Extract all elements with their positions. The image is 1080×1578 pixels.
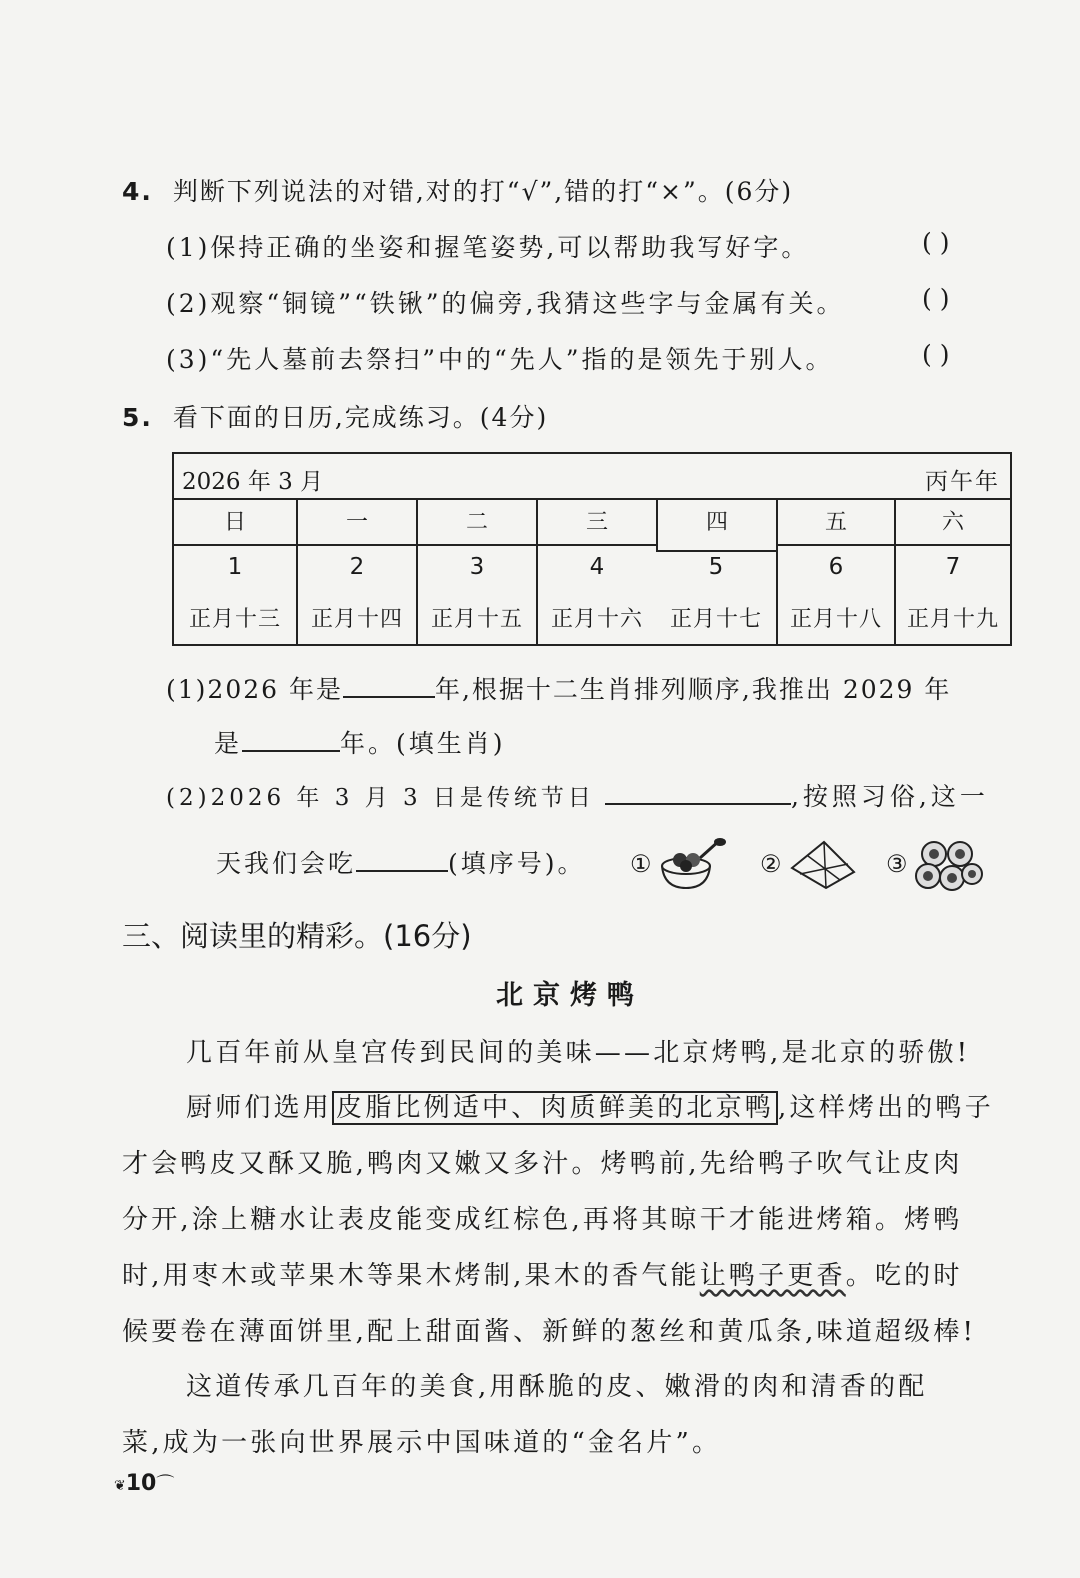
paragraph-2-lead: 厨师们选用 xyxy=(186,1093,333,1123)
page-number xyxy=(114,1470,174,1496)
q5-sub2-line1 xyxy=(166,777,989,813)
calendar-lunar-date: 正月十五 xyxy=(430,607,523,632)
calendar-day: 2 xyxy=(349,554,365,580)
calendar-column xyxy=(656,500,776,644)
wavy-underlined-phrase: 让鸭子更香 xyxy=(699,1261,846,1291)
section-3-heading: 三、阅读里的精彩。(16分) xyxy=(122,919,472,953)
calendar-day: 7 xyxy=(945,554,961,580)
paragraph-1: 几百年前从皇宫传到民间的美味——北京烤鸭,是北京的骄傲! xyxy=(186,1038,971,1068)
q4-answer-box-3[interactable]: ( ) xyxy=(922,340,950,369)
calendar-weekday: 日 xyxy=(174,500,296,546)
q4-prompt xyxy=(122,172,793,208)
calendar-column xyxy=(776,500,894,644)
leaf-icon: ❦ xyxy=(114,1478,126,1494)
calendar-lunar-date: 正月十三 xyxy=(188,607,281,632)
calendar-weekday: 四 xyxy=(656,500,776,552)
calendar-day: 1 xyxy=(227,554,243,580)
q4-answer-box-1[interactable]: ( ) xyxy=(922,228,950,257)
calendar-day: 4 xyxy=(589,554,605,580)
paragraph-3-line-2: 菜,成为一张向世界展示中国味道的“金名片”。 xyxy=(122,1428,722,1458)
paragraph-2-rest: ,这样烤出的鸭子 xyxy=(778,1093,994,1123)
calendar-weekday: 六 xyxy=(896,500,1010,546)
paragraph-2-line-4 xyxy=(122,1255,963,1292)
mooncakes-icon[interactable] xyxy=(912,836,984,896)
page-number-value: 10 xyxy=(125,1471,157,1496)
calendar-weekday: 五 xyxy=(778,500,894,546)
calendar-day: 5 xyxy=(708,554,724,580)
paragraph-2-line-2: 才会鸭皮又酥又脆,鸭肉又嫩又多汁。烤鸭前,先给鸭子吹气让皮肉 xyxy=(122,1149,963,1179)
calendar-lunar-date: 正月十七 xyxy=(669,607,762,632)
calendar-weekday: 一 xyxy=(298,500,416,546)
q5-sub1-line2 xyxy=(214,724,506,760)
calendar-month: 2026 年 3 月 xyxy=(182,469,324,495)
q4-item-2: (2)观察“铜镜”“铁锹”的偏旁,我猜这些字与金属有关。 xyxy=(166,289,845,318)
calendar-lunar-date: 正月十九 xyxy=(906,607,999,632)
calendar-column xyxy=(174,500,296,644)
boxed-phrase: 皮脂比例适中、肉质鲜美的北京鸭 xyxy=(332,1091,778,1125)
calendar-column xyxy=(536,500,656,644)
q5-sub2-text-b: ,按照习俗,这一 xyxy=(790,782,989,811)
tangyuan-bowl-icon[interactable] xyxy=(656,836,728,892)
calendar-lunar-date: 正月十六 xyxy=(550,607,643,632)
q5-sub2-text-a: (2)2026 年 3 月 3 日是传统节日 xyxy=(166,785,595,811)
festival-blank[interactable] xyxy=(605,779,791,805)
q5-number: 5. xyxy=(122,403,153,432)
paragraph-2-line-5: 候要卷在薄面饼里,配上甜面酱、新鲜的葱丝和黄瓜条,味道超级棒! xyxy=(122,1317,977,1347)
q5-sub2-text-c: 天我们会吃 xyxy=(216,849,357,878)
paragraph-3-line-1: 这道传承几百年的美食,用酥脆的皮、嫩滑的肉和清香的配 xyxy=(186,1372,928,1402)
q4-number: 4. xyxy=(122,177,153,206)
calendar-year-name: 丙午年 xyxy=(925,469,1000,495)
calendar-lunar-date: 正月十八 xyxy=(789,607,882,632)
q5-prompt xyxy=(122,398,548,434)
paragraph-2-line-4-b: 。吃的时 xyxy=(845,1261,963,1291)
decoration-icon: ⌒ xyxy=(156,1474,175,1495)
calendar-day: 6 xyxy=(828,554,844,580)
q5-sub1-text-a: (1)2026 年是 xyxy=(166,675,343,704)
q4-item-3: (3)“先人墓前去祭扫”中的“先人”指的是领先于别人。 xyxy=(166,345,834,374)
q5-prompt-text: 看下面的日历,完成练习。(4分) xyxy=(172,403,549,432)
paragraph-2-line-1 xyxy=(186,1087,994,1124)
zodiac-blank-2029[interactable] xyxy=(242,726,340,752)
q5-sub2-line2 xyxy=(216,844,586,880)
paragraph-2-line-3: 分开,涂上糖水让表皮能变成红棕色,再将其晾干才能进烤箱。烤鸭 xyxy=(122,1205,963,1235)
story-title: 北京烤鸭 xyxy=(496,980,644,1011)
q5-sub1-text-c: 是 xyxy=(214,729,243,758)
calendar-weekday: 三 xyxy=(538,500,656,546)
q4-answer-box-2[interactable]: ( ) xyxy=(922,284,950,313)
q5-sub2-text-d: (填序号)。 xyxy=(448,849,586,878)
q5-sub1-text-d: 年。(填生肖) xyxy=(340,729,506,758)
paragraph-2-line-4-a: 时,用枣木或苹果木等果木烤制,果木的香气能 xyxy=(122,1261,700,1291)
zodiac-blank-2026[interactable] xyxy=(343,672,435,698)
calendar-column xyxy=(416,500,536,644)
calendar-lunar-date: 正月十四 xyxy=(310,607,403,632)
calendar-header xyxy=(174,454,1010,500)
option-2-label: ② xyxy=(760,850,782,878)
q5-sub1-line1 xyxy=(166,670,951,706)
option-1-label: ① xyxy=(630,850,652,878)
option-3-label: ③ xyxy=(886,850,908,878)
q4-prompt-text: 判断下列说法的对错,对的打“√”,错的打“×”。(6分) xyxy=(172,177,794,206)
food-blank[interactable] xyxy=(356,846,448,872)
calendar-table xyxy=(172,452,1012,646)
calendar-column xyxy=(894,500,1010,644)
zongzi-icon[interactable] xyxy=(788,838,858,892)
calendar-weekday: 二 xyxy=(418,500,536,546)
calendar-column xyxy=(296,500,416,644)
q4-item-1: (1)保持正确的坐姿和握笔姿势,可以帮助我写好字。 xyxy=(166,233,810,262)
q5-sub1-text-b: 年,根据十二生肖排列顺序,我推出 2029 年 xyxy=(434,675,952,704)
calendar-day: 3 xyxy=(469,554,485,580)
